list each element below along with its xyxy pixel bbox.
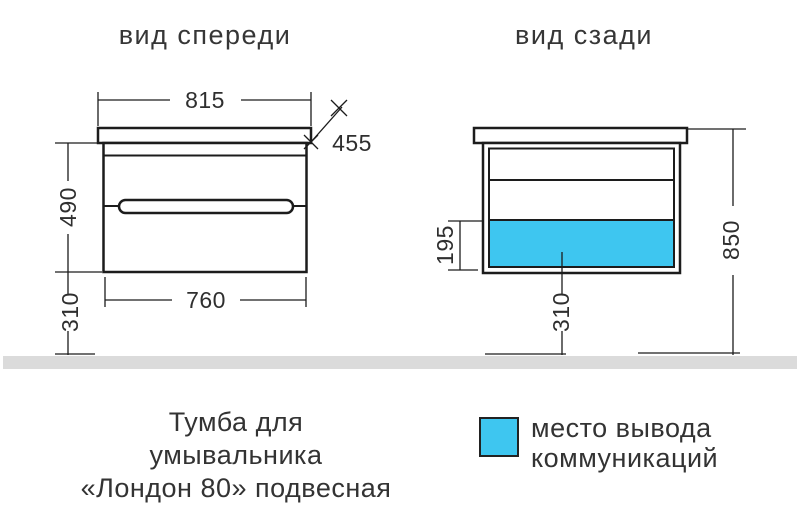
- rear-countertop: [474, 128, 687, 143]
- dim-label-455: 455: [332, 129, 372, 156]
- dim-label-850: 850: [717, 220, 744, 260]
- legend-line-1: место вывода: [531, 413, 712, 443]
- front-view-title: вид спереди: [118, 19, 292, 50]
- rear-view-title: вид сзади: [515, 19, 653, 50]
- caption-line-1: Тумба для: [168, 407, 304, 437]
- communications-outlet-swatch: [479, 417, 519, 457]
- legend-line-2: коммуникаций: [531, 443, 719, 473]
- dim-label-310-rear: 310: [547, 292, 574, 332]
- dim-label-310-front: 310: [56, 292, 83, 332]
- floor-band: [3, 356, 797, 369]
- caption-line-3: «Лондон 80» подвесная: [80, 473, 392, 503]
- dim-label-490: 490: [54, 187, 81, 227]
- dim-label-760: 760: [186, 286, 226, 313]
- front-drawer-handle: [119, 200, 293, 213]
- caption-line-2: умывальника: [149, 440, 323, 470]
- legend-label: [531, 413, 718, 473]
- dim-label-815: 815: [185, 86, 225, 113]
- rear-view: [448, 128, 746, 355]
- cross-tick-icon: [331, 100, 347, 116]
- front-countertop: [98, 128, 311, 143]
- product-caption: [60, 406, 412, 505]
- front-view: [55, 92, 347, 355]
- dim-label-195: 195: [431, 225, 458, 265]
- communications-outlet-area: [489, 220, 674, 267]
